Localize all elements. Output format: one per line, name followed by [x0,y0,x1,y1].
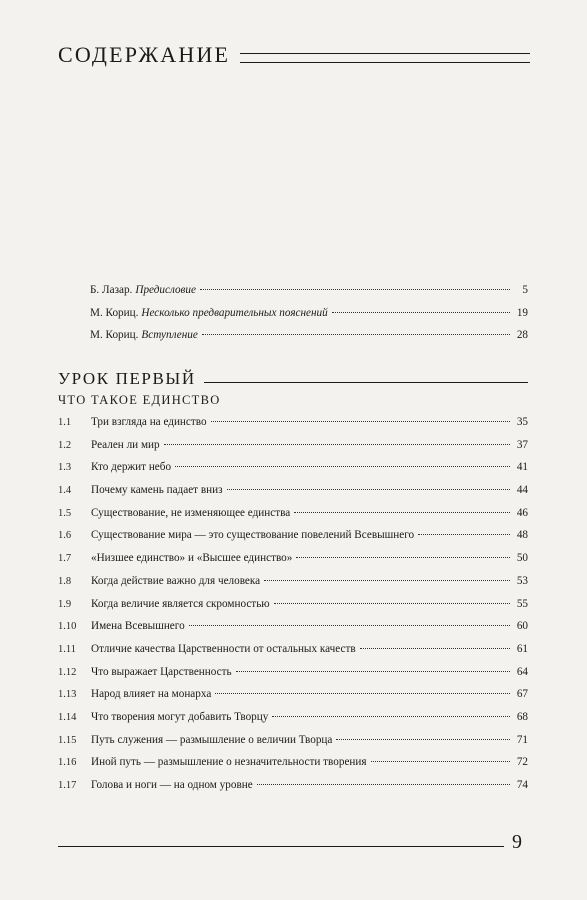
leader-dots [264,580,510,581]
chapter-entry[interactable] [58,779,528,802]
chapter-title: Кто держит небо [91,461,172,474]
chapter-title: Народ влияет на монарха [91,688,212,701]
chapter-number: 1.13 [58,689,77,701]
toc-entry[interactable] [90,307,528,330]
chapter-page-number: 64 [516,665,528,678]
chapter-number: 1.6 [58,530,72,542]
lesson-subtitle: ЧТО ТАКОЕ ЕДИНСТВО [58,393,221,407]
entry-author: М. Кориц. [90,329,139,342]
chapter-number: 1.2 [58,439,72,451]
toc-entry[interactable] [90,284,528,307]
chapter-page-number: 48 [516,529,528,542]
chapter-number: 1.9 [58,598,72,610]
chapter-page-number: 35 [516,416,528,428]
entry-page-number: 28 [516,329,528,342]
chapter-number: 1.1 [58,417,72,428]
entry-page-number: 5 [522,284,528,296]
chapter-entry[interactable] [58,620,528,643]
chapter-list [58,416,528,802]
chapter-entry[interactable] [58,598,528,621]
entry-title: Несколько предварительных пояснений [141,306,328,319]
chapter-number: 1.14 [58,711,77,723]
chapter-page-number: 53 [516,574,528,587]
leader-dots [272,716,510,717]
chapter-number: 1.4 [58,485,72,497]
leader-dots [336,739,510,740]
entry-title: Вступление [141,329,198,342]
lesson-rule [204,382,528,383]
leader-dots [215,693,510,694]
leader-dots [257,784,510,785]
leader-dots [296,557,510,558]
chapter-title: Имена Всевышнего [91,620,185,633]
title-double-rule [240,53,530,63]
chapter-title: Иной путь — размышление о незначительности творения [91,756,367,769]
chapter-page-number: 72 [516,756,528,769]
chapter-title: Отличие качества Царственности от остальных качеств [91,642,356,655]
leader-dots [236,671,510,672]
chapter-page-number: 55 [516,597,528,610]
chapter-page-number: 74 [516,779,528,791]
chapter-title: Реален ли мир [91,438,160,451]
chapter-page-number: 68 [516,710,528,723]
chapter-entry[interactable] [58,734,528,757]
leader-dots [227,489,510,490]
leader-dots [274,603,510,604]
lesson-title: УРОК ПЕРВЫЙ [58,369,196,388]
leader-dots [175,466,510,467]
leader-dots [418,534,510,535]
leader-dots [360,648,510,649]
chapter-page-number: 67 [516,688,528,701]
chapter-page-number: 60 [516,620,528,633]
chapter-entry[interactable] [58,643,528,666]
chapter-number: 1.11 [58,643,76,655]
leader-dots [371,761,510,762]
chapter-title: Путь служения — размышление о величии Творца [91,733,333,746]
entry-author: М. Кориц. [90,306,139,319]
chapter-entry[interactable] [58,529,528,552]
chapter-entry[interactable] [58,711,528,734]
leader-dots [189,625,510,626]
chapter-page-number: 37 [516,438,528,451]
leader-dots [332,312,510,313]
chapter-entry[interactable] [58,552,528,575]
chapter-title: Существование, не изменяющее единства [91,506,291,519]
chapter-entry[interactable] [58,507,528,530]
chapter-entry[interactable] [58,461,528,484]
chapter-page-number: 71 [516,733,528,746]
toc-title: СОДЕРЖАНИЕ [58,42,231,67]
entry-title: Предисловие [135,284,196,296]
chapter-title: Почему камень падает вниз [91,484,223,497]
chapter-number: 1.3 [58,462,72,474]
chapter-title: Что выражает Царственность [91,665,232,678]
intro-entries [90,284,528,352]
chapter-page-number: 61 [516,642,528,655]
chapter-title: Когда действие важно для человека [91,574,261,587]
entry-page-number: 19 [516,306,528,319]
chapter-entry[interactable] [58,484,528,507]
chapter-page-number: 50 [516,552,528,565]
chapter-entry[interactable] [58,575,528,598]
chapter-number: 1.8 [58,575,72,587]
chapter-title: «Низшее единство» и «Высшее единство» [91,552,293,565]
page-number: 9 [512,831,522,853]
entry-author: Б. Лазар. [90,284,133,296]
leader-dots [164,444,510,445]
chapter-title: Когда величие является скромностью [91,597,270,610]
chapter-number: 1.7 [58,553,72,565]
toc-entry[interactable] [90,329,528,352]
chapter-number: 1.10 [58,621,77,633]
leader-dots [211,421,510,422]
leader-dots [202,334,510,335]
chapter-entry[interactable] [58,666,528,689]
chapter-number: 1.16 [58,757,77,769]
chapter-page-number: 41 [516,461,528,474]
chapter-entry[interactable] [58,756,528,779]
leader-dots [294,512,510,513]
chapter-number: 1.15 [58,734,77,746]
chapter-entry[interactable] [58,439,528,462]
chapter-number: 1.5 [58,507,72,519]
chapter-entry[interactable] [58,688,528,711]
chapter-number: 1.17 [58,780,77,791]
toc-header [58,38,530,72]
chapter-entry[interactable] [58,416,528,439]
footer-rule [58,846,504,847]
chapter-title: Что творения могут добавить Творцу [91,710,269,723]
chapter-page-number: 46 [516,506,528,519]
chapter-number: 1.12 [58,666,77,678]
leader-dots [200,289,510,290]
chapter-page-number: 44 [516,484,528,497]
chapter-title: Существование мира — это существование повелений Всевышнего [91,529,415,542]
lesson-header [58,367,528,389]
chapter-title: Три взгляда на единство [91,416,207,428]
chapter-title: Голова и ноги — на одном уровне [91,779,253,791]
